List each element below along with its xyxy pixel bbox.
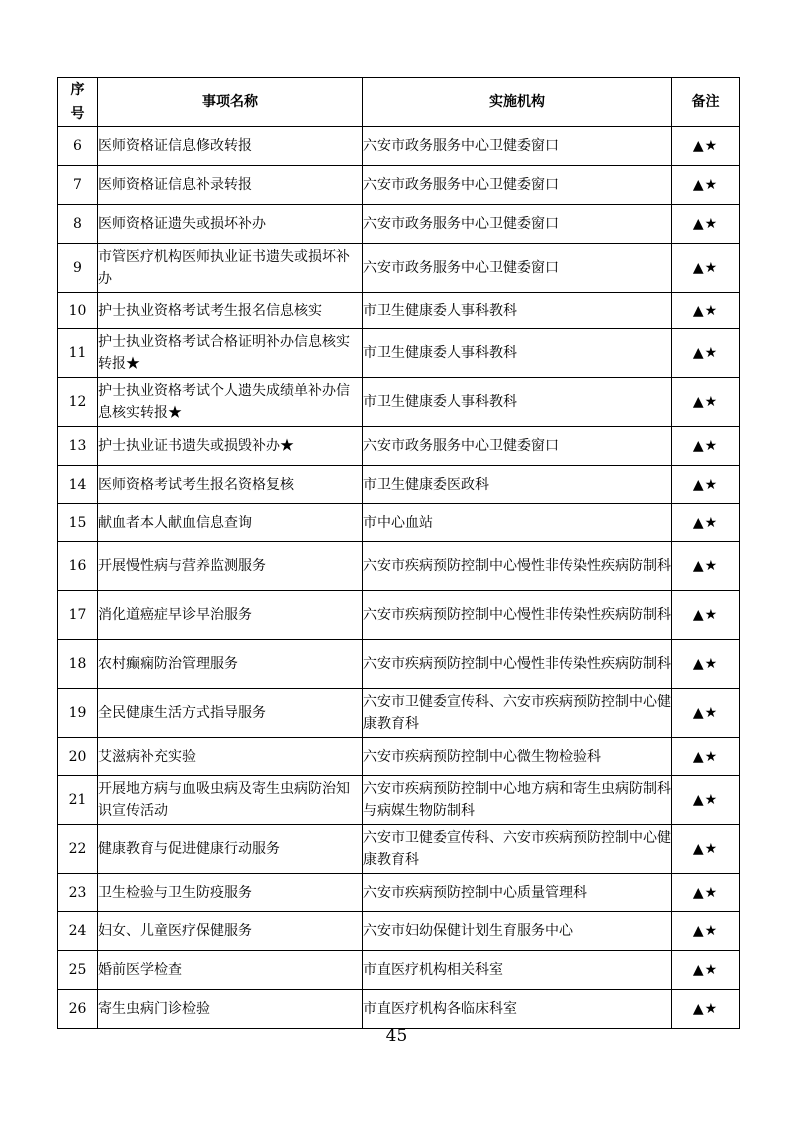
item-name: 消化道癌症早诊早治服务 (98, 591, 363, 640)
table-row (58, 504, 740, 542)
implementing-org: 市直医疗机构各临床科室 (363, 990, 672, 1029)
implementing-org: 六安市政务服务中心卫健委窗口 (363, 205, 672, 244)
item-name: 护士执业资格考试考生报名信息核实 (98, 293, 363, 329)
remark: ▲★ (672, 738, 740, 776)
row-number: 21 (58, 776, 98, 825)
table-row (58, 738, 740, 776)
item-name: 全民健康生活方式指导服务 (98, 689, 363, 738)
table-row (58, 912, 740, 951)
remark: ▲★ (672, 329, 740, 378)
row-number: 20 (58, 738, 98, 776)
implementing-org: 六安市妇幼保健计划生育服务中心 (363, 912, 672, 951)
table-row (58, 689, 740, 738)
implementing-org: 市卫生健康委人事科教科 (363, 293, 672, 329)
remark: ▲★ (672, 776, 740, 825)
remark: ▲★ (672, 504, 740, 542)
row-number: 10 (58, 293, 98, 329)
implementing-org: 六安市政务服务中心卫健委窗口 (363, 166, 672, 205)
implementing-org: 六安市卫健委宣传科、六安市疾病预防控制中心健康教育科 (363, 689, 672, 738)
implementing-org: 六安市疾病预防控制中心质量管理科 (363, 874, 672, 912)
item-name: 卫生检验与卫生防疫服务 (98, 874, 363, 912)
row-number: 23 (58, 874, 98, 912)
item-name: 医师资格考试考生报名资格复核 (98, 466, 363, 504)
remark: ▲★ (672, 990, 740, 1029)
implementing-org: 六安市疾病预防控制中心地方病和寄生虫病防制科与病媒生物防制科 (363, 776, 672, 825)
remark: ▲★ (672, 912, 740, 951)
table-row (58, 874, 740, 912)
row-number: 15 (58, 504, 98, 542)
row-number: 18 (58, 640, 98, 689)
implementing-org: 市卫生健康委医政科 (363, 466, 672, 504)
header-note: 备注 (672, 78, 740, 127)
item-name: 婚前医学检查 (98, 951, 363, 990)
item-name: 健康教育与促进健康行动服务 (98, 825, 363, 874)
item-name: 医师资格证信息补录转报 (98, 166, 363, 205)
implementing-org: 六安市疾病预防控制中心微生物检验科 (363, 738, 672, 776)
remark: ▲★ (672, 825, 740, 874)
row-number: 17 (58, 591, 98, 640)
table-row (58, 244, 740, 293)
implementing-org: 市直医疗机构相关科室 (363, 951, 672, 990)
row-number: 16 (58, 542, 98, 591)
implementing-org: 六安市疾病预防控制中心慢性非传染性疾病防制科 (363, 640, 672, 689)
header-org: 实施机构 (363, 78, 672, 127)
remark: ▲★ (672, 378, 740, 427)
remark: ▲★ (672, 542, 740, 591)
implementing-org: 市卫生健康委人事科教科 (363, 378, 672, 427)
remark: ▲★ (672, 689, 740, 738)
service-table (57, 77, 740, 1029)
table-row (58, 640, 740, 689)
row-number: 25 (58, 951, 98, 990)
table-row (58, 293, 740, 329)
remark: ▲★ (672, 640, 740, 689)
remark: ▲★ (672, 591, 740, 640)
table-header-row (58, 78, 740, 127)
implementing-org: 六安市疾病预防控制中心慢性非传染性疾病防制科 (363, 542, 672, 591)
row-number: 8 (58, 205, 98, 244)
row-number: 7 (58, 166, 98, 205)
remark: ▲★ (672, 951, 740, 990)
header-name: 事项名称 (98, 78, 363, 127)
remark: ▲★ (672, 466, 740, 504)
table-row (58, 591, 740, 640)
remark: ▲★ (672, 244, 740, 293)
remark: ▲★ (672, 127, 740, 166)
row-number: 26 (58, 990, 98, 1029)
item-name: 艾滋病补充实验 (98, 738, 363, 776)
table-row (58, 951, 740, 990)
implementing-org: 六安市疾病预防控制中心慢性非传染性疾病防制科 (363, 591, 672, 640)
item-name: 献血者本人献血信息查询 (98, 504, 363, 542)
row-number: 24 (58, 912, 98, 951)
remark: ▲★ (672, 293, 740, 329)
item-name: 市管医疗机构医师执业证书遗失或损坏补办 (98, 244, 363, 293)
row-number: 9 (58, 244, 98, 293)
implementing-org: 市卫生健康委人事科教科 (363, 329, 672, 378)
table-row (58, 825, 740, 874)
page-number: 45 (385, 1026, 408, 1046)
row-number: 13 (58, 427, 98, 466)
implementing-org: 六安市卫健委宣传科、六安市疾病预防控制中心健康教育科 (363, 825, 672, 874)
table-body (58, 127, 740, 1029)
table-row (58, 776, 740, 825)
row-number: 6 (58, 127, 98, 166)
row-number: 12 (58, 378, 98, 427)
item-name: 护士执业证书遗失或损毁补办★ (98, 427, 363, 466)
table-row (58, 542, 740, 591)
table-row (58, 466, 740, 504)
header-no: 序号 (58, 78, 98, 127)
row-number: 11 (58, 329, 98, 378)
table-row (58, 990, 740, 1029)
implementing-org: 市中心血站 (363, 504, 672, 542)
row-number: 14 (58, 466, 98, 504)
implementing-org: 六安市政务服务中心卫健委窗口 (363, 127, 672, 166)
item-name: 开展慢性病与营养监测服务 (98, 542, 363, 591)
remark: ▲★ (672, 874, 740, 912)
table-row (58, 166, 740, 205)
table-row (58, 378, 740, 427)
item-name: 医师资格证遗失或损坏补办 (98, 205, 363, 244)
table-row (58, 329, 740, 378)
row-number: 19 (58, 689, 98, 738)
implementing-org: 六安市政务服务中心卫健委窗口 (363, 244, 672, 293)
item-name: 开展地方病与血吸虫病及寄生虫病防治知识宣传活动 (98, 776, 363, 825)
row-number: 22 (58, 825, 98, 874)
item-name: 护士执业资格考试个人遗失成绩单补办信息核实转报★ (98, 378, 363, 427)
item-name: 寄生虫病门诊检验 (98, 990, 363, 1029)
item-name: 护士执业资格考试合格证明补办信息核实转报★ (98, 329, 363, 378)
item-name: 农村癫痫防治管理服务 (98, 640, 363, 689)
table-row (58, 427, 740, 466)
table-row (58, 205, 740, 244)
item-name: 妇女、儿童医疗保健服务 (98, 912, 363, 951)
remark: ▲★ (672, 166, 740, 205)
item-name: 医师资格证信息修改转报 (98, 127, 363, 166)
remark: ▲★ (672, 427, 740, 466)
remark: ▲★ (672, 205, 740, 244)
implementing-org: 六安市政务服务中心卫健委窗口 (363, 427, 672, 466)
table-row (58, 127, 740, 166)
